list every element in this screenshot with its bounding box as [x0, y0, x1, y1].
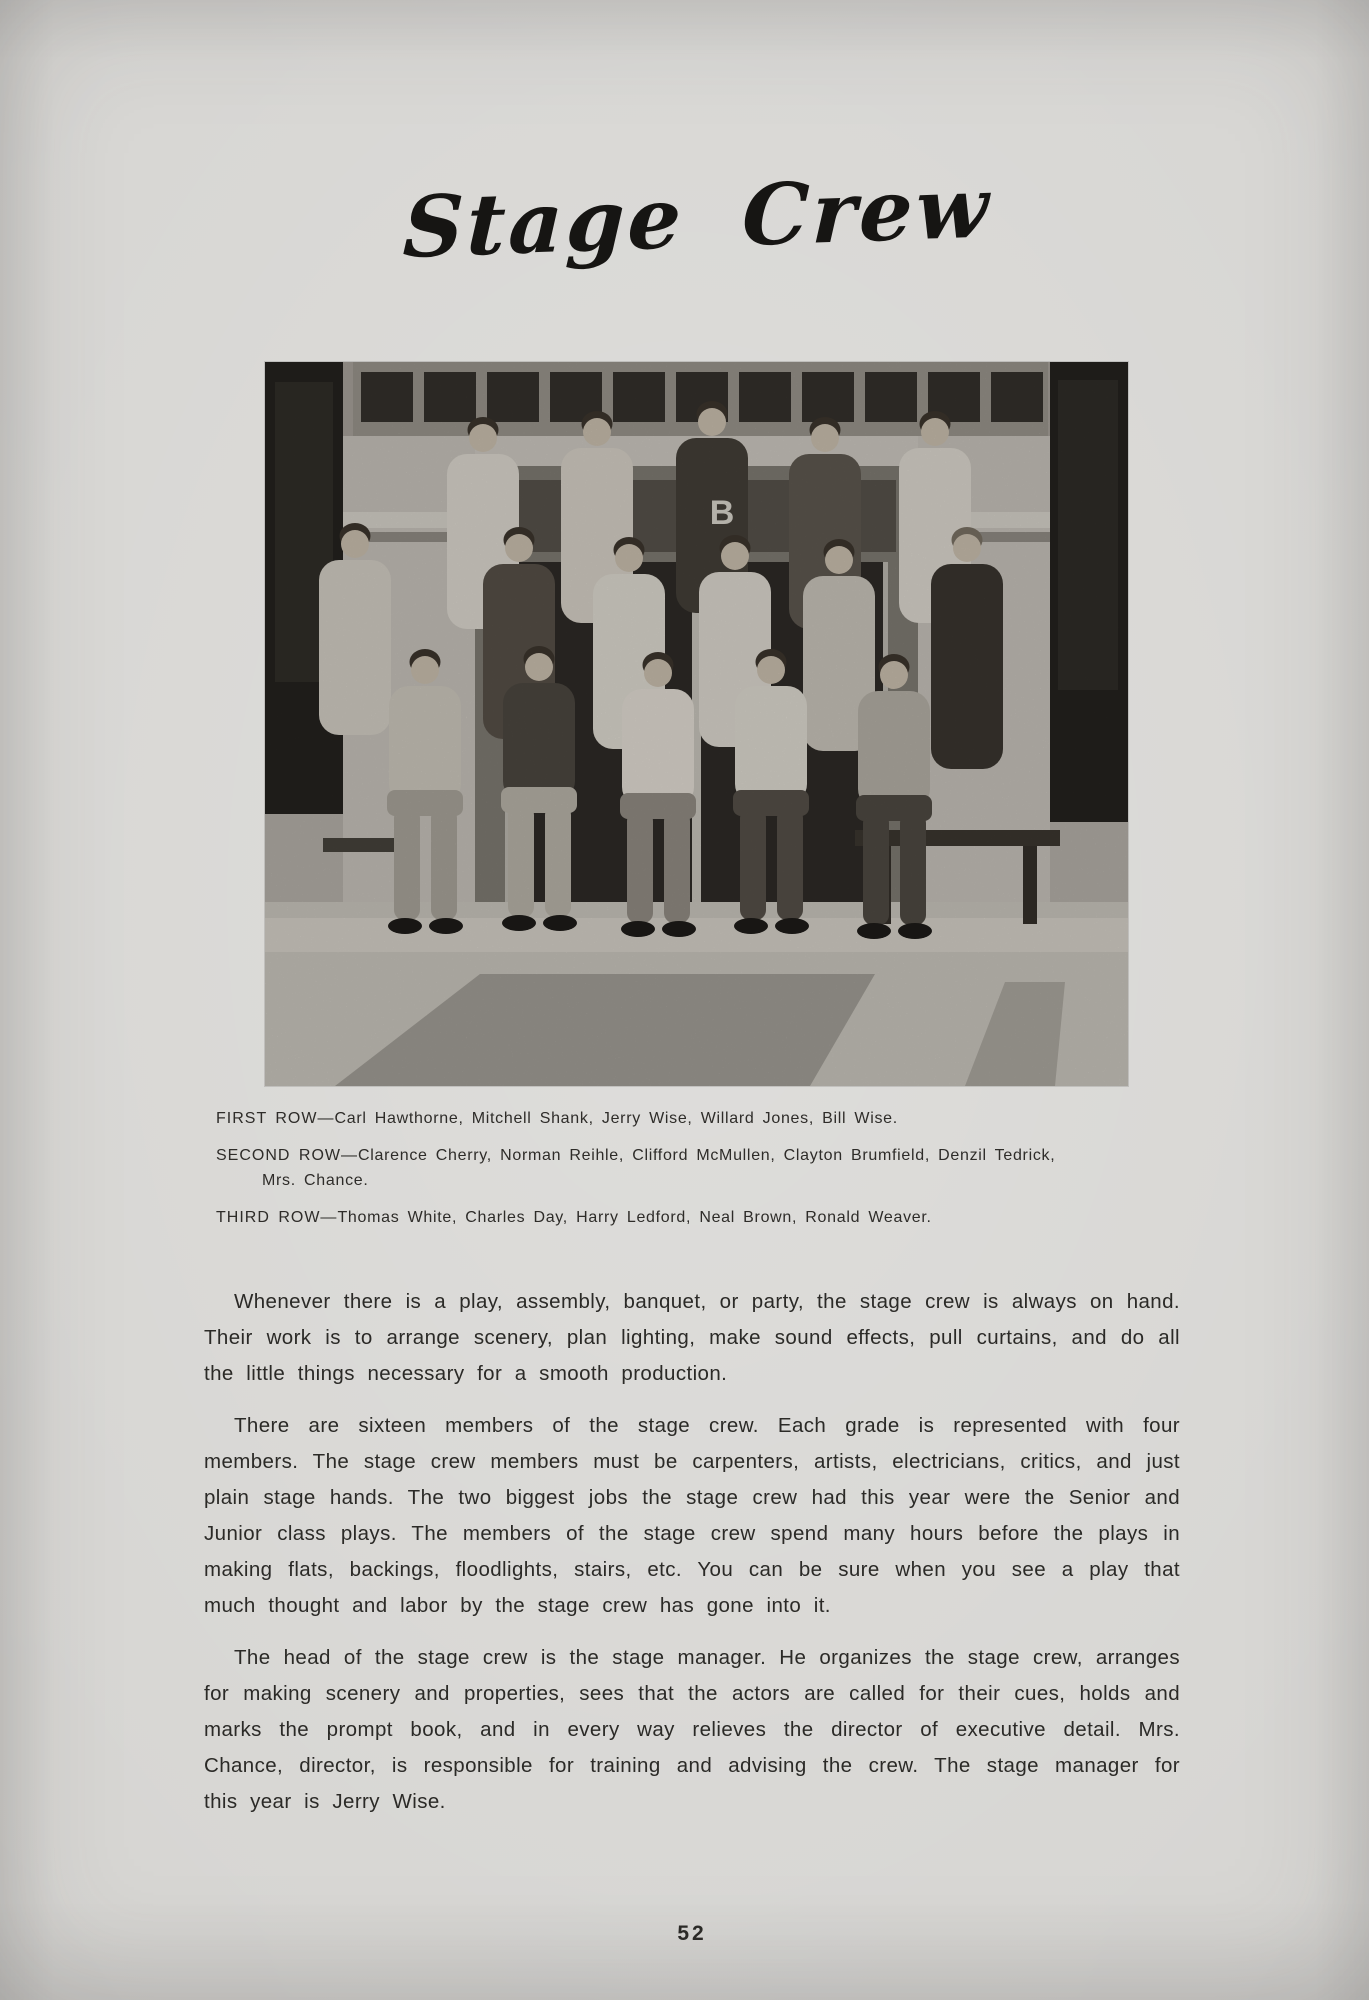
paragraph-2: There are sixteen members of the stage crew. Each grade is represented with four members. The stage crew members must be carpenters, artists, electricians, critics, and just plain stage hands. The two biggest jobs the stage crew had this year were the Senior and Junior class plays. The members of the stage crew spend many hours before the plays in making flats, backings, floodlights, stairs, etc. You can be sure when you see a play that much thought and labor by the stage crew has gone into it. [204, 1414, 1180, 1617]
caption-third-row [216, 1205, 1180, 1230]
page-number: 52 [677, 1922, 707, 1945]
paragraph-1: Whenever there is a play, assembly, banquet, or party, the stage crew is always on hand. Their work is to arrange scenery, plan lighting, make sound effects, pull curtains, and do all the little things necessary for a smooth production. [204, 1290, 1180, 1385]
group-photo-illustration [265, 362, 1128, 1086]
photo-grain-overlay [265, 362, 1128, 1086]
page-title-wrap [0, 157, 1369, 277]
caption-first-row [216, 1106, 1180, 1131]
caption-row-label: THIRD ROW— [216, 1209, 338, 1226]
caption-second-row [216, 1143, 1180, 1193]
letter-sweater-initial: B [709, 494, 735, 532]
photo-captions [216, 1106, 1180, 1242]
caption-row-label: FIRST ROW— [216, 1110, 335, 1127]
paragraph-3: The head of the stage crew is the stage manager. He organizes the stage crew, arranges for making scenery and properties, sees that the actors are called for their cues, holds and marks the prompt book, and in every way relieves the director of executive detail. Mrs. Chance, director, is responsible for training and advising the crew. The stage manager for this year is Jerry Wise. [204, 1646, 1180, 1813]
body-text [204, 1284, 1180, 1836]
caption-row-names: Thomas White, Charles Day, Harry Ledford, Neal Brown, Ronald Weaver. [337, 1209, 932, 1226]
caption-row-names: Clarence Cherry, Norman Reihle, Clifford McMullen, Clayton Brumfield, Denzil Tedrick, [358, 1147, 1056, 1164]
group-photo [265, 362, 1128, 1086]
caption-row-label: SECOND ROW— [216, 1147, 358, 1164]
caption-row-names: Carl Hawthorne, Mitchell Shank, Jerry Wise, Willard Jones, Bill Wise. [334, 1110, 898, 1127]
caption-row-names-wrap: Mrs. Chance. [262, 1172, 369, 1189]
page-title: Stage Crew [401, 157, 994, 277]
